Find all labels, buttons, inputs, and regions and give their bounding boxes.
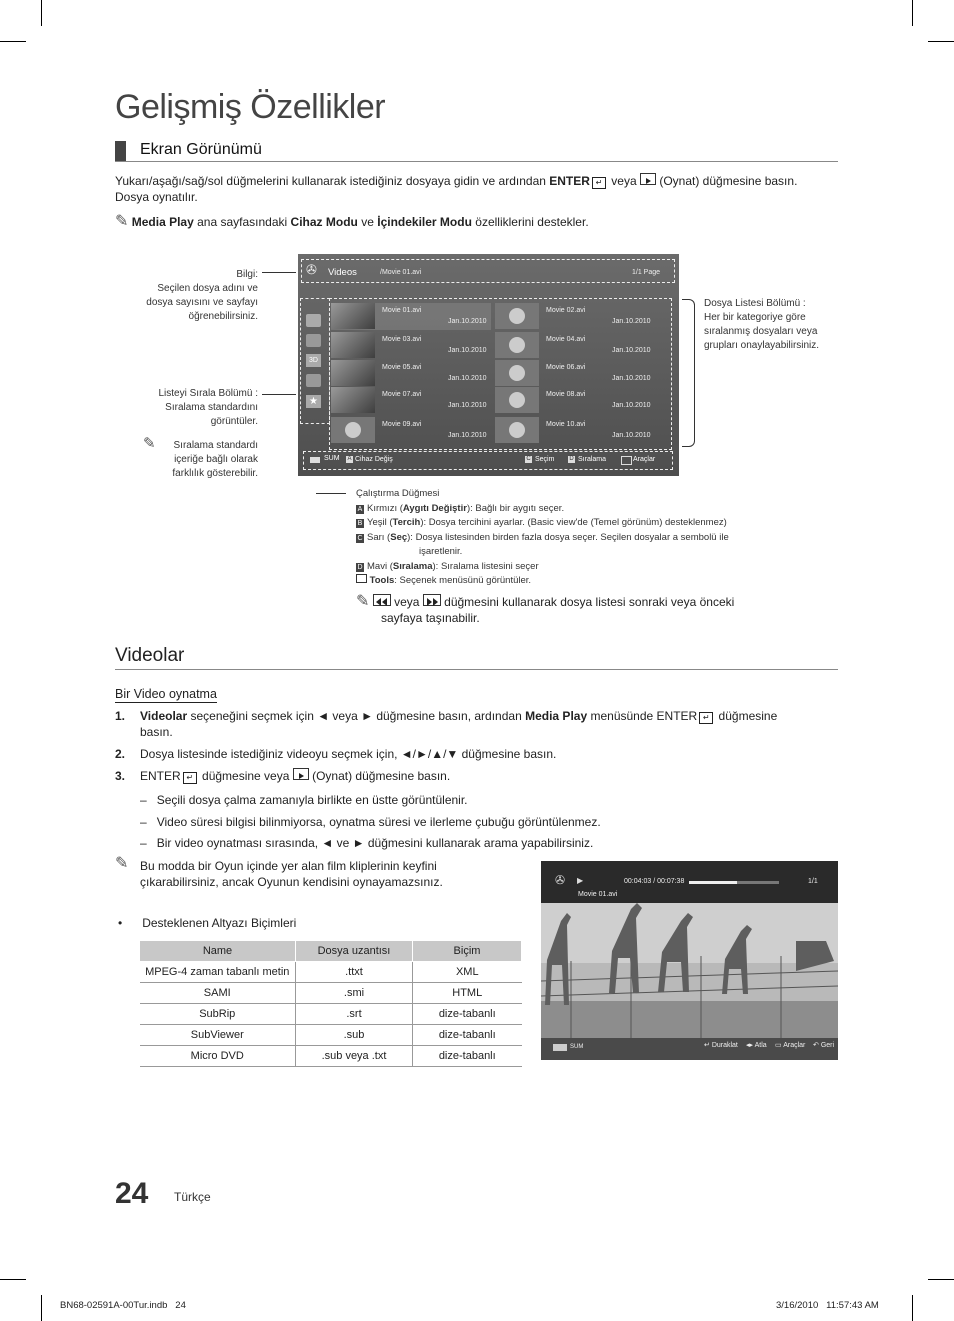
button-desc-item — [356, 516, 826, 531]
bullet-item: – Video süresi bilgisi bilinmiyorsa, oynatma süresi ve ilerleme çubuğu görüntülenmez. — [140, 815, 601, 829]
page-nav-note — [356, 594, 796, 626]
crop-mark — [912, 0, 913, 26]
file-count: 1/1 — [808, 878, 818, 885]
play-state-icon: ▶ — [577, 876, 584, 885]
change-device-button[interactable]: Cihaz Değiş — [355, 456, 393, 463]
film-reel-icon — [331, 417, 375, 443]
callout-line-connector — [262, 272, 296, 273]
table-cell: MPEG-4 zaman tabanlı metin — [140, 962, 296, 983]
skip-button[interactable]: ◂▸ Atla — [746, 1042, 767, 1049]
file-date: Jan.10.2010 — [448, 347, 487, 354]
note-text: veya — [394, 595, 420, 609]
filelist-callout — [704, 297, 844, 353]
file-name: Movie 04.avi — [546, 336, 586, 343]
sort-note-callout — [160, 439, 258, 481]
film-reel-icon: ✇ — [306, 262, 317, 277]
note-text: ana sayfasındaki — [197, 215, 288, 229]
file-item[interactable] — [495, 360, 655, 387]
table-row — [140, 1004, 522, 1025]
star-icon[interactable]: ★ — [306, 395, 321, 408]
table-cell: Micro DVD — [140, 1046, 296, 1067]
table-cell: dize-tabanlı — [413, 1025, 522, 1046]
step-number: 2. — [115, 747, 126, 761]
print-timestamp: 3/16/2010 11:57:43 AM — [776, 1300, 879, 1311]
table-body — [140, 962, 522, 1067]
note-pencil-icon: ✎ — [143, 435, 156, 452]
step-3 — [115, 768, 845, 784]
table-cell: dize-tabanlı — [413, 1046, 522, 1067]
language-label: Türkçe — [174, 1190, 211, 1204]
desc-title: Çalıştırma Düğmesi — [356, 488, 440, 499]
desc-text: Sarı ( — [367, 531, 391, 543]
callout-line: Her bir kategoriye göre — [704, 312, 806, 323]
button-desc-item — [356, 531, 826, 546]
video-thumbnail — [331, 360, 375, 386]
note-pencil-icon: ✎ — [115, 855, 129, 872]
tools-icon — [356, 574, 367, 583]
file-item[interactable] — [495, 417, 655, 444]
crop-mark — [0, 1279, 26, 1280]
file-name: Movie 06.avi — [546, 364, 586, 371]
color-key-icon: C — [357, 534, 363, 542]
video-player-screen — [541, 861, 838, 1060]
progress-fill — [689, 881, 737, 884]
section-divider — [115, 669, 838, 670]
info-callout — [120, 268, 258, 324]
desc-text: : Seçenek menüsünü görüntüler. — [394, 575, 532, 586]
sort-title-icon[interactable] — [306, 334, 321, 347]
callout-line: Sıralama standardını — [165, 402, 258, 413]
file-name: Movie 08.avi — [546, 391, 586, 398]
table-cell: SAMI — [140, 983, 296, 1004]
back-button[interactable]: ↶ Geri — [813, 1042, 835, 1049]
note-line — [115, 214, 589, 230]
fast-forward-icon — [423, 594, 441, 606]
callout-line: içeriğe bağlı olarak — [174, 454, 258, 465]
tools-icon — [621, 456, 632, 465]
step-text: Dosya listesinde istediğiniz videoyu seçmek için, ◄/►/▲/▼ düğmesine basın. — [140, 747, 557, 761]
step-2 — [115, 746, 845, 762]
crop-mark — [41, 1295, 42, 1321]
table-row — [140, 983, 522, 1004]
step-text: menüsünde — [590, 709, 654, 723]
table-cell: .sub veya .txt — [296, 1046, 413, 1067]
file-date: Jan.10.2010 — [612, 402, 651, 409]
table-cell: .ttxt — [296, 962, 413, 983]
device-name: SUM — [324, 455, 340, 462]
file-name: Movie 01.avi — [578, 891, 618, 898]
table-cell: .smi — [296, 983, 413, 1004]
section-divider — [115, 161, 838, 162]
color-key-icon: B — [357, 520, 363, 527]
file-date: Jan.10.2010 — [448, 402, 487, 409]
table-cell: .srt — [296, 1004, 413, 1025]
table-cell: dize-tabanlı — [413, 1004, 522, 1025]
tools-line — [356, 574, 826, 589]
page-number: 24 — [115, 1177, 149, 1210]
file-item[interactable] — [495, 387, 655, 414]
bullet-text: Bir video oynatması sırasında, ◄ ve ► düğmesini kullanarak arama yapabilirsiniz. — [156, 836, 594, 850]
file-date: Jan.10.2010 — [612, 432, 651, 439]
section-title: Videolar — [115, 645, 185, 666]
table-cell: HTML — [413, 983, 522, 1004]
bold-text: Tercih — [392, 517, 421, 528]
desc-text: ): Dosya tercihini ayarlar. (Basic view'de (Temel görünüm) desteklenmez) — [420, 517, 727, 528]
film-reel-icon — [495, 360, 539, 386]
genre-icon[interactable] — [306, 374, 321, 387]
file-date: Jan.10.2010 — [448, 318, 487, 325]
file-date: Jan.10.2010 — [612, 375, 651, 382]
file-name: Movie 09.avi — [382, 421, 422, 428]
file-info: BN68-02591A-00Tur.indb 24 — [60, 1300, 186, 1311]
step-text: basın. — [140, 725, 173, 739]
select-button[interactable]: Seçim — [535, 456, 555, 463]
desc-text: Yeşil ( — [367, 517, 393, 528]
operation-buttons-desc — [356, 487, 826, 589]
progress-bar — [689, 881, 779, 884]
desc-text: ): Bağlı bir aygıtı seçer. — [466, 502, 565, 514]
file-path: /Movie 01.avi — [380, 269, 422, 276]
intro-text: veya — [611, 174, 637, 188]
key-c-icon: C — [526, 456, 531, 462]
table-row — [140, 962, 522, 983]
note-text: özelliklerini destekler. — [475, 215, 589, 229]
intro-text: Dosya oynatılır. — [115, 190, 198, 204]
callout-line-connector — [316, 493, 346, 494]
play-icon — [640, 173, 656, 185]
file-item[interactable] — [495, 303, 655, 330]
section-marker — [115, 141, 126, 161]
step-text: düğmesine veya — [202, 769, 290, 783]
color-key-icon: D — [357, 563, 363, 571]
crop-mark — [41, 0, 42, 26]
note-text: düğmesini kullanarak dosya listesi sonraki veya önceki — [444, 595, 735, 609]
file-item[interactable] — [331, 387, 491, 414]
enter-icon: ↵ — [592, 177, 606, 189]
callout-line: öğrenebilirsiniz. — [188, 311, 258, 322]
file-item[interactable] — [331, 332, 491, 359]
file-name: Movie 07.avi — [382, 391, 422, 398]
desc-text: ): Sıralama listesini seçer — [432, 560, 539, 572]
button-items — [356, 502, 826, 575]
step-text: düğmesine — [718, 709, 778, 723]
table-row — [140, 1046, 522, 1067]
callout-line: dosya sayısını ve sayfayı — [146, 297, 258, 308]
bullet-item: – Seçili dosya çalma zamanıyla birlikte en üstte görüntülenir. — [140, 793, 468, 807]
file-name: Movie 05.avi — [382, 364, 422, 371]
button-desc-item — [356, 560, 826, 575]
callout-line: grupları onaylayabilirsiniz. — [704, 340, 820, 351]
page-title: Gelişmiş Özellikler — [115, 88, 386, 126]
table-cell: .sub — [296, 1025, 413, 1046]
video-thumbnail — [331, 387, 375, 413]
table-header-row — [140, 941, 522, 962]
bold-text: Media Play — [525, 709, 588, 723]
usb-icon — [310, 457, 320, 463]
category-label: Videos — [328, 267, 357, 278]
info-area — [301, 259, 675, 283]
pause-label: Duraklat — [711, 1042, 738, 1049]
film-reel-icon — [495, 387, 539, 413]
file-item[interactable] — [331, 360, 491, 387]
callout-line: Dosya Listesi Bölümü : — [704, 298, 806, 309]
file-name: Movie 02.avi — [546, 307, 586, 314]
bullet-item: – Bir video oynatması sırasında, ◄ ve ► düğmesini kullanarak arama yapabilirsiniz. — [140, 836, 594, 850]
enter-key-label: ENTER — [656, 709, 698, 723]
desc-continuation: işaretlenir. — [419, 546, 463, 557]
file-item[interactable] — [331, 417, 491, 444]
intro-paragraph — [115, 173, 845, 205]
callout-line-connector — [262, 394, 296, 395]
subsection-title: Bir Video oynatma — [115, 687, 217, 701]
play-icon — [293, 768, 309, 780]
bold-text: Seç — [390, 531, 408, 543]
device-name: SUM — [570, 1044, 584, 1050]
note-text: çıkarabilirsiniz, ancak Oyunun kendisini oynayamazsınız. — [140, 875, 443, 889]
video-thumbnail — [331, 303, 375, 329]
enter-icon: ↵ — [699, 712, 713, 724]
skip-label: Atla — [754, 1042, 767, 1049]
bold-text: Sıralama — [392, 560, 433, 572]
file-date: Jan.10.2010 — [448, 375, 487, 382]
bullet-text: Seçili dosya çalma zamanıyla birlikte en üstte görüntülenir. — [156, 793, 468, 807]
step-number: 1. — [115, 709, 126, 723]
file-date: Jan.10.2010 — [612, 347, 651, 354]
callout-line: sıralanmış dosyaları veya — [704, 326, 818, 337]
back-label: Geri — [820, 1042, 835, 1049]
step-text: (Oynat) düğmesine basın. — [312, 769, 451, 783]
callout-line: Sıralama standardı — [173, 440, 258, 451]
info-bullets — [140, 792, 840, 851]
file-date: Jan.10.2010 — [448, 432, 487, 439]
subtitle-format-table — [139, 940, 522, 1067]
tools-label: Araçlar — [783, 1042, 806, 1049]
usb-icon — [553, 1044, 567, 1051]
crop-mark — [0, 41, 26, 42]
intro-text: (Oynat) düğmesine basın. — [659, 174, 798, 188]
page-indicator: 1/1 Page — [632, 269, 661, 276]
callout-line: farklılık gösterebilir. — [172, 468, 258, 479]
play-time: 00:04:03 / 00:07:38 — [624, 878, 685, 885]
table-header: Dosya uzantısı — [296, 941, 413, 962]
subs-bullet: • Desteklenen Altyazı Biçimleri — [118, 916, 297, 930]
tools-button[interactable]: ▭ Araçlar — [775, 1042, 806, 1049]
callout-line: Seçilen dosya adını ve — [157, 283, 258, 294]
filelist-bracket — [682, 299, 695, 447]
note-text: Bu modda bir Oyun içinde yer alan film kliplerinin keyfini — [140, 859, 437, 873]
step-text: seçeneğini seçmek için ◄ veya ► düğmesine basın, ardından — [190, 709, 522, 723]
step-number: 3. — [115, 769, 126, 783]
bold-text: İçindekiler Modu — [377, 215, 472, 229]
file-name: Movie 03.avi — [382, 336, 422, 343]
film-reel-icon — [495, 332, 539, 358]
table-cell: SubRip — [140, 1004, 296, 1025]
crop-mark — [928, 41, 954, 42]
callout-title: Bilgi: — [236, 269, 258, 280]
enter-key-label: ENTER — [140, 769, 181, 783]
key-d-icon: D — [569, 456, 574, 462]
callout-line: görüntüler. — [210, 416, 258, 427]
table-cell: XML — [413, 962, 522, 983]
calendar-icon[interactable]: 3D — [306, 354, 321, 367]
step-1 — [115, 708, 845, 740]
color-key-icon: A — [357, 505, 363, 513]
table-row — [140, 1025, 522, 1046]
desc-text: Mavi ( — [367, 560, 393, 572]
table-cell: SubViewer — [140, 1025, 296, 1046]
crop-mark — [912, 1295, 913, 1321]
table-header: Biçim — [413, 941, 522, 962]
bullet-text: Desteklenen Altyazı Biçimleri — [142, 916, 297, 930]
tools-button[interactable]: Araçlar — [633, 456, 656, 463]
button-desc-item — [356, 502, 826, 517]
video-thumbnail — [331, 332, 375, 358]
bold-text: Tools — [369, 575, 395, 586]
intro-text: Yukarı/aşağı/sağ/sol düğmelerini kullanarak istediğiniz dosyaya gidin ve ardından — [115, 174, 546, 188]
file-date: Jan.10.2010 — [612, 318, 651, 325]
bold-text: Aygıtı Değiştir — [402, 502, 467, 514]
bullet-text: Video süresi bilgisi bilinmiyorsa, oynatma süresi ve ilerleme çubuğu görüntülenmez. — [156, 815, 601, 829]
desc-text: Kırmızı ( — [367, 502, 403, 514]
folder-icon[interactable] — [306, 314, 321, 327]
film-reel-icon: ✇ — [555, 873, 566, 887]
pause-button[interactable]: ↵ Duraklat — [704, 1042, 738, 1049]
enter-key-label: ENTER — [549, 174, 590, 188]
file-item[interactable] — [331, 303, 491, 330]
sort-button[interactable]: Sıralama — [578, 456, 607, 463]
crop-mark — [928, 1279, 954, 1280]
section-title: Ekran Görünümü — [140, 141, 262, 158]
callout-line: Listeyi Sırala Bölümü : — [158, 388, 258, 399]
game-note — [140, 858, 520, 890]
file-name: Movie 01.avi — [382, 307, 422, 314]
note-text: sayfaya taşınabilir. — [381, 611, 480, 625]
note-pencil-icon: ✎ — [356, 593, 370, 610]
film-reel-icon — [495, 417, 539, 443]
media-play-screen — [298, 254, 679, 476]
desc-text: ): Dosya listesinden birden fazla dosya seçer. Seçilen dosyalar a sembolü ile — [407, 531, 729, 543]
file-name: Movie 10.avi — [546, 421, 586, 428]
sort-callout — [120, 387, 258, 429]
bold-text: Media Play — [131, 215, 194, 229]
key-a-icon: A — [347, 456, 352, 462]
bold-text: Videolar — [140, 709, 188, 723]
note-pencil-icon: ✎ — [115, 213, 129, 230]
note-text: ve — [361, 215, 374, 229]
rewind-icon — [373, 594, 391, 606]
bold-text: Cihaz Modu — [290, 215, 358, 229]
film-reel-icon — [495, 303, 539, 329]
enter-icon: ↵ — [183, 772, 197, 784]
table-header: Name — [140, 941, 296, 962]
file-item[interactable] — [495, 332, 655, 359]
